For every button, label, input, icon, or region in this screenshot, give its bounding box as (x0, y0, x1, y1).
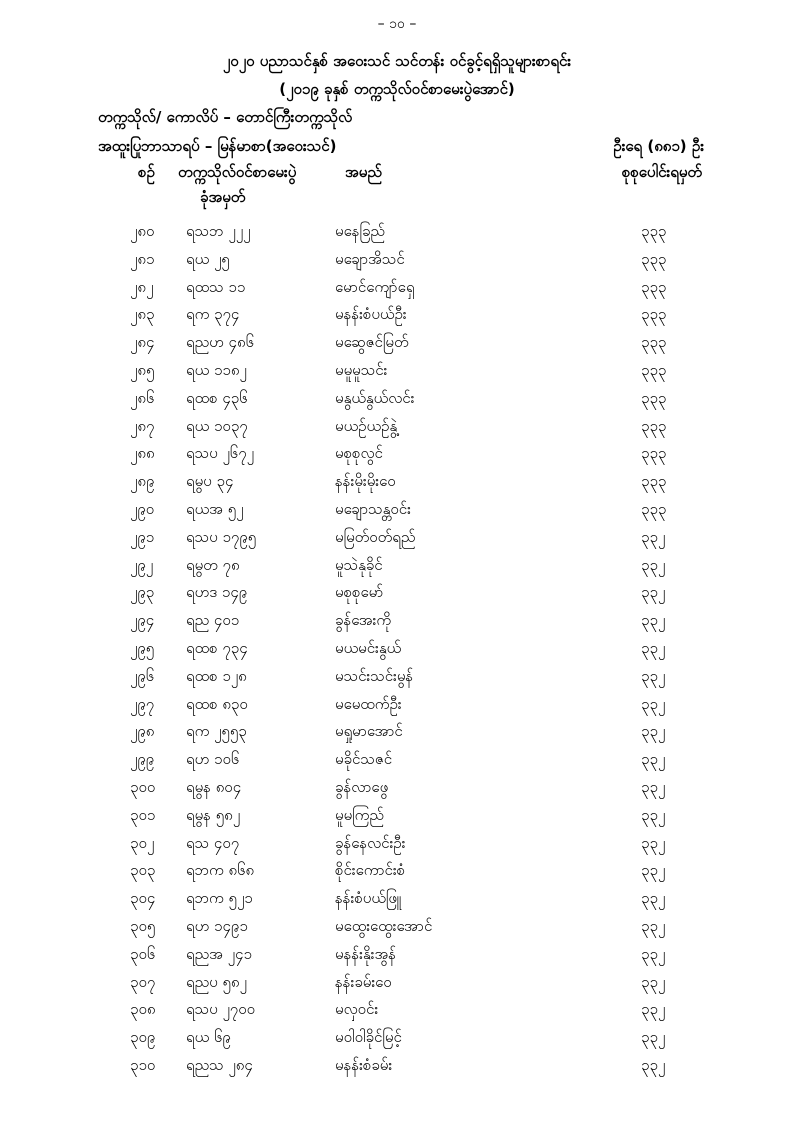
roll-number-cell: ရက ၂၅၅၃ (186, 722, 247, 741)
roll-number-cell: ရဘက ၈၆၈ (186, 861, 255, 880)
serial-cell: ၃၀၄ (130, 889, 156, 908)
mark-cell: ၃၃၃ (641, 333, 667, 352)
serial-cell: ၂၉၀ (130, 499, 155, 518)
document-subtitle: (၂၀၁၉ ခုနှစ် တက္ကသိုလ်ဝင်စာမေးပွဲအောင်) (279, 80, 515, 98)
roll-number-cell: ရသပ ၂၆၇၂ (186, 444, 255, 463)
mark-cell: ၃၃၃ (641, 360, 667, 379)
name-cell: မနန်းစံခမ်း (335, 1055, 393, 1074)
table-row (0, 583, 794, 611)
table-row (0, 806, 794, 834)
mark-cell: ၃၃၂ (641, 805, 666, 824)
table-row (0, 389, 794, 417)
roll-number-cell: ရည ၄၀၁ (186, 611, 240, 630)
name-cell: စိုင်းကောင်းစံ (335, 861, 406, 880)
serial-cell: ၂၉၂ (130, 555, 154, 574)
name-cell: မူသဲနုခိုင် (335, 555, 383, 574)
serial-cell: ၂၉၄ (130, 611, 155, 630)
mark-cell: ၃၃၂ (641, 944, 666, 963)
table-row (0, 305, 794, 333)
name-cell: မနန်းနိုးအွန် (335, 944, 396, 963)
table-row (0, 722, 794, 750)
serial-cell: ၂၈၄ (130, 333, 155, 352)
column-header-roll-line1: တက္ကသိုလ်ဝင်စာမေးပွဲ (178, 163, 297, 181)
serial-cell: ၂၈၀ (130, 222, 155, 240)
serial-cell: ၃၀၅ (130, 916, 156, 935)
mark-cell: ၃၃၃ (641, 499, 667, 518)
serial-cell: ၃၀၃ (130, 861, 156, 880)
mark-cell: ၃၃၂ (641, 583, 666, 602)
table-row (0, 222, 794, 250)
name-cell: မမူမူသင်း (335, 360, 388, 379)
table-row (0, 1056, 794, 1084)
serial-cell: ၂၉၉ (130, 750, 155, 769)
roll-number-cell: ရယ ၁၁၈၂ (186, 360, 247, 379)
serial-cell: ၃၁၀ (130, 1055, 156, 1074)
serial-cell: ၂၉၆ (130, 666, 155, 685)
mark-cell: ၃၃၂ (641, 694, 666, 713)
mark-cell: ၃၃၂ (641, 889, 666, 908)
mark-cell: ၃၃၂ (641, 916, 666, 935)
mark-cell: ၃၃၂ (641, 611, 666, 630)
mark-cell: ၃၃၂ (641, 722, 666, 741)
name-cell: နန်းခမ်းဝေ (335, 972, 392, 991)
mark-cell: ၃၃၃ (641, 444, 667, 463)
name-cell: မသင်းသင်းမွန် (335, 666, 414, 685)
serial-cell: ၂၉၇ (130, 694, 155, 713)
name-cell: မယမင်းနွယ် (335, 638, 402, 657)
name-cell: မောင်ကျော်ရှေ (335, 277, 415, 296)
table-row (0, 1028, 794, 1056)
name-cell: မရှုမာအောင် (335, 722, 403, 741)
roll-number-cell: ရမွန ၈၀၄ (186, 777, 242, 796)
column-header-roll-line2: ခုံအမှတ် (200, 188, 246, 206)
name-cell: မမြတ်ဝတ်ရည် (335, 527, 416, 546)
table-row (0, 1000, 794, 1028)
table-row (0, 695, 794, 723)
mark-cell: ၃၃၂ (641, 1055, 666, 1074)
roll-number-cell: ရသဘ ၂၂၂ (186, 222, 251, 240)
table-row (0, 667, 794, 695)
name-cell: မခိုင်သဇင် (335, 750, 393, 769)
mark-cell: ၃၃၂ (641, 555, 666, 574)
mark-cell: ၃၃၃ (641, 305, 667, 324)
table-row (0, 278, 794, 306)
roll-number-cell: ရထစ ၄၃၆ (186, 388, 248, 407)
table-row (0, 834, 794, 862)
roll-number-cell: ရသ ၄၀၇ (186, 833, 240, 852)
roll-number-cell: ရဟ ၁၀၆ (186, 750, 240, 769)
table-row (0, 639, 794, 667)
name-cell: ခွန်နေလင်းဦး (335, 833, 406, 852)
roll-number-cell: ရဟ ၁၄၉၁ (186, 916, 248, 935)
roll-number-cell: ရညဟ ၄၈၆ (186, 333, 255, 352)
serial-cell: ၂၈၉ (130, 472, 155, 491)
serial-cell: ၃၀၁ (130, 805, 156, 824)
column-header-name: အမည် (345, 163, 382, 181)
roll-number-cell: ရသပ ၂၇၀၀ (186, 1000, 256, 1019)
mark-cell: ၃၃၂ (641, 972, 666, 991)
table-row (0, 889, 794, 917)
name-cell: မစုစုမော် (335, 583, 384, 602)
column-header-serial: စဉ် (138, 163, 155, 181)
mark-cell: ၃၃၂ (641, 1028, 666, 1047)
name-cell: မချောသန္တဝင်း (335, 499, 411, 518)
table-row (0, 973, 794, 1001)
roll-number-cell: ရယ ၂၅ (186, 249, 230, 268)
column-header-mark: စုစုပေါင်းရမှတ် (621, 163, 702, 181)
roll-number-cell: ရညပ ၅၈၂ (186, 972, 247, 991)
name-cell: ခွန်လာဖွေ (335, 777, 389, 796)
name-cell: မနန်းစံပယ်ဦး (335, 305, 407, 324)
table-row (0, 945, 794, 973)
roll-number-cell: ရညအ ၂၄၁ (186, 944, 252, 963)
student-list (0, 222, 794, 1084)
roll-number-cell: ရထစ ၁၂၈ (186, 666, 247, 685)
name-cell: နန်းစံပယ်ဖြူ (335, 889, 402, 908)
page-number: – ၁၀ – (377, 16, 417, 32)
roll-number-cell: ရက ၃၇၄ (186, 305, 240, 324)
mark-cell: ၃၃၃ (641, 222, 667, 240)
serial-cell: ၃၀၆ (130, 944, 156, 963)
roll-number-cell: ရသပ ၁၇၉၅ (186, 527, 257, 546)
roll-number-cell: ရမွန ၅၈၂ (186, 805, 241, 824)
table-row (0, 917, 794, 945)
roll-number-cell: ရယ ၁၀၃၇ (186, 416, 248, 435)
serial-cell: ၂၈၆ (130, 388, 155, 407)
mark-cell: ၃၃၂ (641, 777, 666, 796)
name-cell: မဆွေဇင်မြတ် (335, 333, 409, 352)
serial-cell: ၃၀၀ (130, 777, 156, 796)
name-cell: ခွန်အေးကို (335, 611, 392, 630)
mark-cell: ၃၃၂ (641, 638, 666, 657)
major-line: အထူးပြုဘာသာရပ် – မြန်မာစာ(အဝေးသင်) (98, 137, 337, 155)
roll-number-cell: ရယအ ၅၂ (186, 499, 244, 518)
mark-cell: ၃၃၃ (641, 472, 667, 491)
serial-cell: ၃၀၈ (130, 1000, 156, 1019)
roll-number-cell: ရထစ ၇၃၄ (186, 638, 248, 657)
serial-cell: ၂၉၃ (130, 583, 155, 602)
university-line: တက္ကသိုလ်/ ကောလိပ် – တောင်ကြီးတက္ကသိုလ် (98, 108, 353, 126)
roll-number-cell: ရညသ ၂၈၄ (186, 1055, 253, 1074)
mark-cell: ၃၃၃ (641, 388, 667, 407)
serial-cell: ၂၈၅ (130, 360, 155, 379)
mark-cell: ၃၃၂ (641, 861, 666, 880)
serial-cell: ၂၈၁ (130, 249, 155, 268)
serial-cell: ၃၀၉ (130, 1028, 156, 1047)
serial-cell: ၂၈၇ (130, 416, 155, 435)
name-cell: မူမကြည် (335, 805, 384, 824)
table-row (0, 361, 794, 389)
name-cell: မမေထက်ဦး (335, 694, 402, 713)
mark-cell: ၃၃၂ (641, 527, 666, 546)
serial-cell: ၂၈၂ (130, 277, 154, 296)
table-row (0, 417, 794, 445)
table-row (0, 750, 794, 778)
name-cell: မယဉ်ယဉ်နွဲ့ (335, 416, 398, 435)
name-cell: မချောအိသင် (335, 249, 405, 268)
table-row (0, 333, 794, 361)
table-row (0, 611, 794, 639)
mark-cell: ၃၃၂ (641, 666, 666, 685)
name-cell: မနွယ်နွယ်လင်း (335, 388, 415, 407)
name-cell: မစုစုလွင် (335, 444, 383, 463)
serial-cell: ၂၉၅ (130, 638, 155, 657)
name-cell: နန်းမိုးမိုးဝေ (335, 472, 396, 491)
roll-number-cell: ရမွတ ၇၈ (186, 555, 240, 574)
table-row (0, 778, 794, 806)
name-cell: မဝါဝါခိုင်မြင့် (335, 1028, 402, 1047)
name-cell: မနေခြည် (335, 222, 385, 240)
table-row (0, 528, 794, 556)
document-title: ၂၀၂၀ ပညာသင်နှစ် အဝေးသင် သင်တန်း ဝင်ခွင့်ရရှိသူများစာရင်း (222, 52, 572, 70)
table-row (0, 556, 794, 584)
mark-cell: ၃၃၃ (641, 277, 667, 296)
name-cell: မထွေးထွေးအောင် (335, 916, 433, 935)
serial-cell: ၂၉၁ (130, 527, 155, 546)
roll-number-cell: ရယ ၆၉ (186, 1028, 231, 1047)
mark-cell: ၃၃၃ (641, 416, 667, 435)
roll-number-cell: ရဟဒ ၁၄၉ (186, 583, 248, 602)
name-cell: မလှဝင်း (335, 1000, 379, 1019)
mark-cell: ၃၃၂ (641, 750, 666, 769)
serial-cell: ၃၀၂ (130, 833, 155, 852)
roll-number-cell: ရမွပ ၃၄ (186, 472, 234, 491)
mark-cell: ၃၃၃ (641, 249, 667, 268)
table-row (0, 472, 794, 500)
roll-number-cell: ရထသ ၁၁ (186, 277, 246, 296)
table-row (0, 444, 794, 472)
serial-cell: ၂၈၃ (130, 305, 155, 324)
table-row (0, 500, 794, 528)
table-row (0, 250, 794, 278)
mark-cell: ၃၃၂ (641, 833, 666, 852)
serial-cell: ၃၀၇ (130, 972, 156, 991)
roll-number-cell: ရထစ ၈၃၀ (186, 694, 248, 713)
serial-cell: ၂၈၈ (130, 444, 155, 463)
mark-cell: ၃၃၂ (641, 1000, 666, 1019)
table-row (0, 861, 794, 889)
serial-cell: ၂၉၈ (130, 722, 155, 741)
student-count: ဦးရေ (၈၈၁) ဦး (613, 137, 704, 155)
roll-number-cell: ရဘက ၅၂၁ (186, 889, 253, 908)
